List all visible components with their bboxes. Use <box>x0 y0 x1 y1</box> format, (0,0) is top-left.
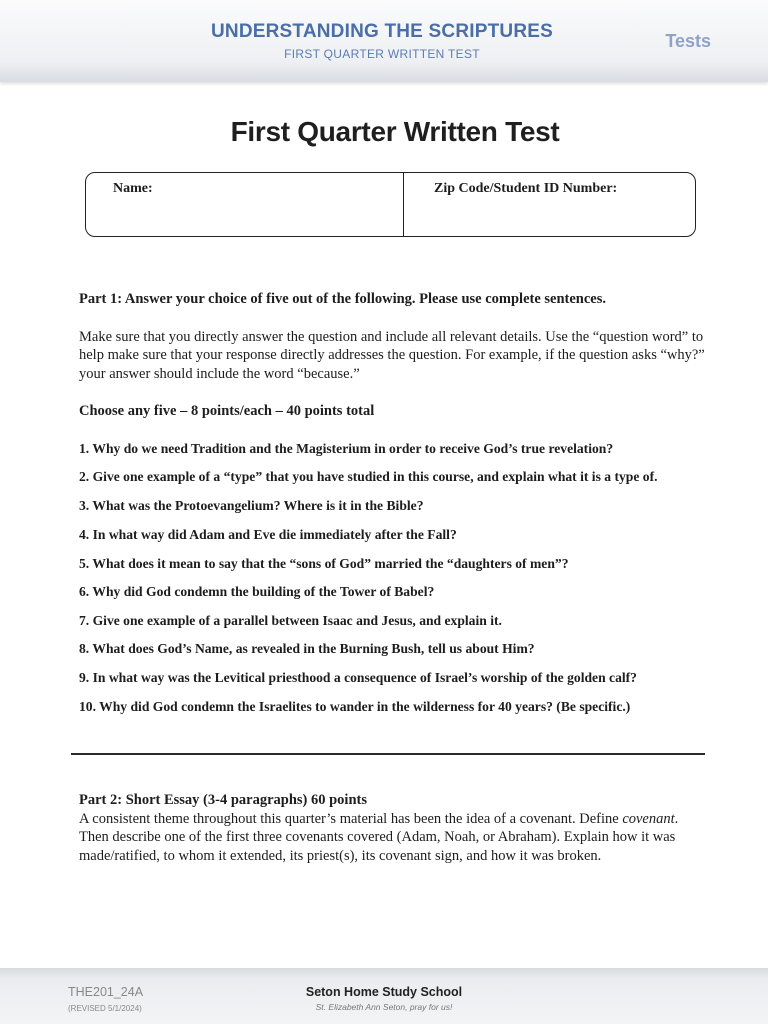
part1-scoring: Choose any five – 8 points/each – 40 points total <box>79 403 375 419</box>
question-item: 7. Give one example of a parallel between Isaac and Jesus, and explain it. <box>79 613 502 628</box>
page-title: First Quarter Written Test <box>230 116 560 147</box>
name-field-label: Name: <box>113 181 153 196</box>
question-item: 3. What was the Protoevangelium? Where is it in the Bible? <box>79 498 424 513</box>
question-item: 5. What does it mean to say that the “sons of God” married the “daughters of men”? <box>79 556 569 571</box>
question-item: 4. In what way did Adam and Eve die immediately after the Fall? <box>79 527 457 542</box>
question-item: 8. What does God’s Name, as revealed in the Burning Bush, tell us about Him? <box>79 641 535 656</box>
question-item: 6. Why did God condemn the building of the Tower of Babel? <box>79 584 435 599</box>
part2-prompt-start: A consistent theme throughout this quarter’s material has been the idea of a covenant. Define <box>79 811 623 827</box>
question-item: 1. Why do we need Tradition and the Magisterium in order to receive God’s true revelation? <box>79 441 614 456</box>
part1-heading: Part 1: Answer your choice of five out of the following. Please use complete sentences. <box>79 291 607 307</box>
part2-prompt <box>79 810 709 865</box>
section-divider <box>71 753 705 755</box>
course-title: UNDERSTANDING THE SCRIPTURES <box>211 21 553 42</box>
part2-prompt-end: . Then describe one of the first three covenants covered (Adam, Noah, or Abraham). Explain how it was made/ratified, to whom it extended, its priest(s), its covenant sign, and how it was broken. <box>79 811 679 864</box>
page-header <box>0 0 768 82</box>
student-id-field-label: Zip Code/Student ID Number: <box>434 181 618 196</box>
part2-prompt-term: covenant <box>622 811 675 827</box>
part2-heading: Part 2: Short Essay (3-4 paragraphs) 60 points <box>79 792 367 808</box>
info-box-divider <box>403 173 404 236</box>
test-subtitle: FIRST QUARTER WRITTEN TEST <box>284 47 480 61</box>
page-footer <box>0 968 768 1024</box>
revision-date: (REVISED 5/1/2024) <box>68 1004 142 1013</box>
question-item: 10. Why did God condemn the Israelites to wander in the wilderness for 40 years? (Be specific.) <box>79 699 631 714</box>
student-info-box <box>85 172 696 237</box>
school-name: Seton Home Study School <box>305 985 463 999</box>
question-item: 2. Give one example of a “type” that you have studied in this course, and explain what it is a type of. <box>79 469 658 484</box>
part1-instructions: Make sure that you directly answer the question and include all relevant details. Use the “question word” to help make sure that your response directly addresses the question. For example, if the question asks “why?” your answer should include the word “because.” <box>79 329 705 382</box>
question-item: 9. In what way was the Levitical priesthood a consequence of Israel’s worship of the golden calf? <box>79 670 637 685</box>
section-label-tests: Tests <box>665 31 711 51</box>
course-code: THE201_24A <box>68 985 144 999</box>
school-motto: St. Elizabeth Ann Seton, pray for us! <box>315 1002 453 1012</box>
